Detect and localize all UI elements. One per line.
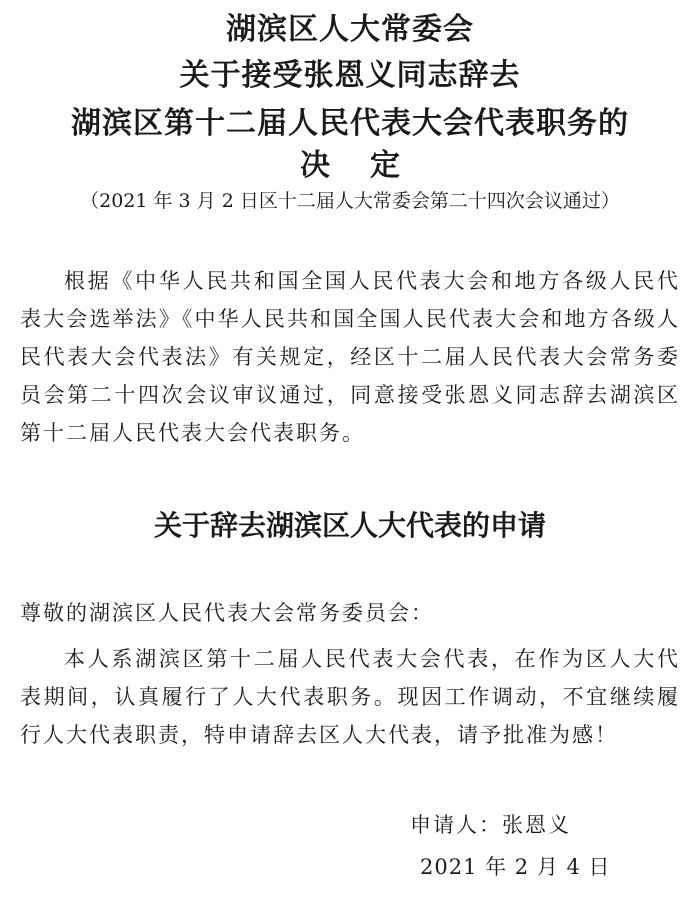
decision-title-line2: 关于接受张恩义同志辞去 xyxy=(179,58,521,93)
decision-title-line4: 决定 xyxy=(300,148,440,183)
request-date: 2021 年 2 月 4 日 xyxy=(420,855,611,879)
request-applicant: 申请人：张恩义 xyxy=(410,813,571,837)
decision-body: 根据《中华人民共和国全国人民代表大会和地方各级人民代表大会选举法》《中华人民共和国全国人民代表大会和地方各级人民代表大会代表法》有关规定，经区十二届人民代表大会常务委员会第二十四次会议审议通过，同意接受张恩义同志辞去湖滨区第十二届人民代表大会代表职务。 xyxy=(20,269,680,445)
request-salutation: 尊敬的湖滨区人民代表大会常务委员会： xyxy=(20,601,434,625)
request-title: 关于辞去湖滨区人大代表的申请 xyxy=(153,509,546,542)
decision-subtitle: （2021 年 3 月 2 日区十二届人大常委会第二十四次会议通过） xyxy=(80,190,620,212)
decision-title-line1: 湖滨区人大常委会 xyxy=(226,12,474,47)
request-body: 本人系湖滨区第十二届人民代表大会代表，在作为区人大代表期间，认真履行了人大代表职务。现因工作调动，不宜继续履行人大代表职责，特申请辞去区人大代表，请予批准为感！ xyxy=(20,647,680,747)
decision-title-line3: 湖滨区第十二届人民代表大会代表职务的 xyxy=(71,106,629,141)
